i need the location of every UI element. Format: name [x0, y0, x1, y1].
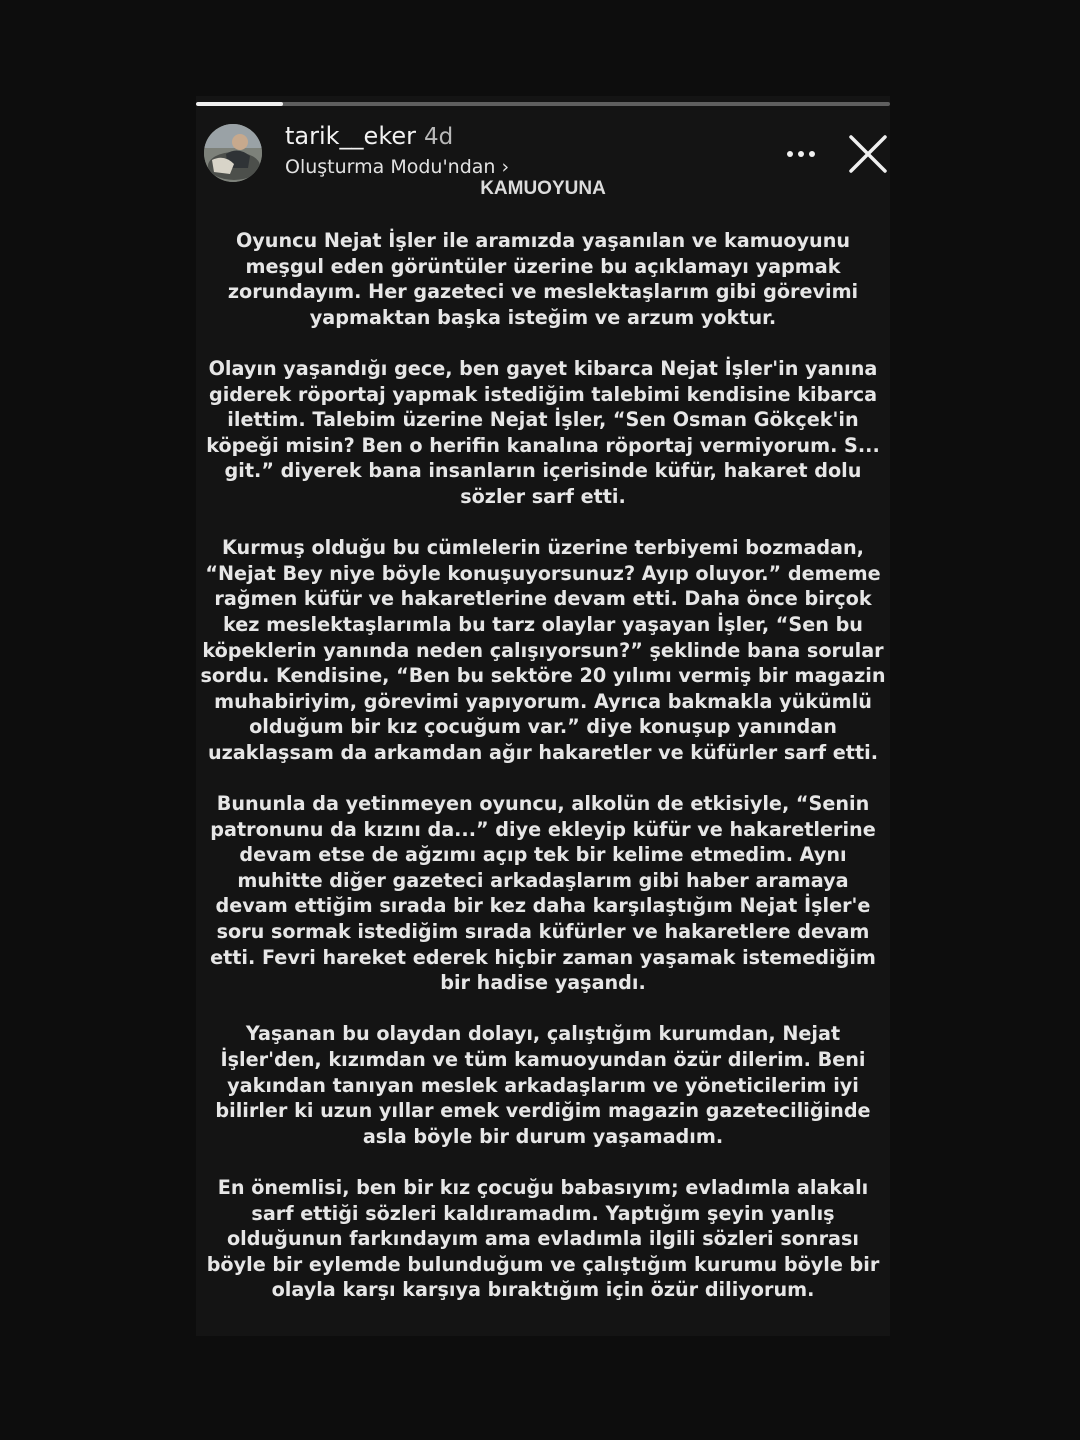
- avatar[interactable]: [204, 124, 262, 182]
- more-horizontal-icon: [774, 134, 830, 170]
- story-time-ago: 4d: [424, 124, 454, 150]
- more-options-button[interactable]: [774, 134, 830, 170]
- username-text[interactable]: tarik__eker: [285, 122, 416, 150]
- post-body: [200, 228, 886, 1329]
- story-subtitle[interactable]: Oluşturma Modu'ndan ›: [285, 156, 510, 178]
- story-header: [204, 122, 884, 186]
- post-paragraph: Olayın yaşandığı gece, ben gayet kibarca Nejat İşler'in yanına giderek röportaj yapmak istediğim talebimi kendisine kibarca ilettim. Talebim üzerine Nejat İşler, “Sen Osman Gökçek'in köpeği misin? Ben o herifin kanalına röportaj vermiyorum. S... git.” diyerek bana insanların içerisinde küfür, hakaret dolu sözler sarf etti.: [206, 356, 880, 508]
- avatar-photo: [204, 124, 262, 182]
- post-paragraph: En önemlisi, ben bir kız çocuğu babasıyım; evladımla alakalı sarf ettiği sözleri kaldıramadım. Yaptığım şeyin yanlış olduğunun farkındayım ama evladımla ilgili sözleri sonrası böyle bir eylemde bulunduğum ve çalıştığım kurumu böyle bir olayla karşı karşıya bıraktığım için özür diliyorum.: [206, 1175, 880, 1302]
- close-button[interactable]: [846, 132, 890, 176]
- close-icon: [846, 132, 890, 176]
- story-username[interactable]: [285, 122, 453, 150]
- story-progress-bar: [196, 102, 890, 106]
- post-paragraph: Oyuncu Nejat İşler ile aramızda yaşanılan ve kamuoyunu meşgul eden görüntüler üzerine bu açıklamayı yapmak zorundayım. Her gazeteci ve meslektaşlarım gibi görevimi yapmaktan başka isteğim ve arzum yoktur.: [227, 229, 859, 329]
- story-progress-fill: [196, 102, 283, 106]
- post-paragraph: Bununla da yetinmeyen oyuncu, alkolün de etkisiyle, “Senin patronunu da kızını da...” diye ekleyip küfür ve hakaretlerine devam etse de ağzımı açıp tek bir kelime etmedim. Aynı muhitte diğer gazeteci arkadaşlarım gibi haber aramaya devam ettiğim sırada bir kez daha karşılaştığım Nejat İşler'e soru sormak istediğim sırada küfürler ve hakaretlere devam etti. Fevri hareket ederek hiçbir zaman yaşamak istemediğim bir hadise yaşandı.: [210, 792, 876, 995]
- post-paragraph: Yaşanan bu olaydan dolayı, çalıştığım kurumdan, Nejat İşler'den, kızımdan ve tüm kamuoyundan özür dilerim. Beni yakından tanıyan meslek arkadaşlarım ve yöneticilerim iyi bilirler ki uzun yıllar emek verdiğim magazin gazeteciliğinde asla böyle bir durum yaşamadım.: [215, 1022, 871, 1148]
- post-title: KAMUOYUNA: [480, 178, 606, 199]
- story-viewer[interactable]: [196, 96, 890, 1336]
- post-paragraph: Kurmuş olduğu bu cümlelerin üzerine terbiyemi bozmadan, “Nejat Bey niye böyle konuşuyorsunuz? Ayıp oluyor.” dememe rağmen küfür ve hakaretlerine devam etti. Daha önce birçok kez meslektaşlarımla bu tarz olaylar yaşayan İşler, “Sen bu köpeklerin yanında neden çalışıyorsun?” şeklinde bana sorular sordu. Kendisine, “Ben bu sektöre 20 yılımı vermiş bir magazin muhabiriyim, görevimi yapıyorum. Ayrıca bakmakla yükümlü olduğum bir kız çocuğum var.” diye konuşup yanından uzaklaşsam da arkamdan ağır hakaretler ve küfürler sarf etti.: [200, 536, 886, 764]
